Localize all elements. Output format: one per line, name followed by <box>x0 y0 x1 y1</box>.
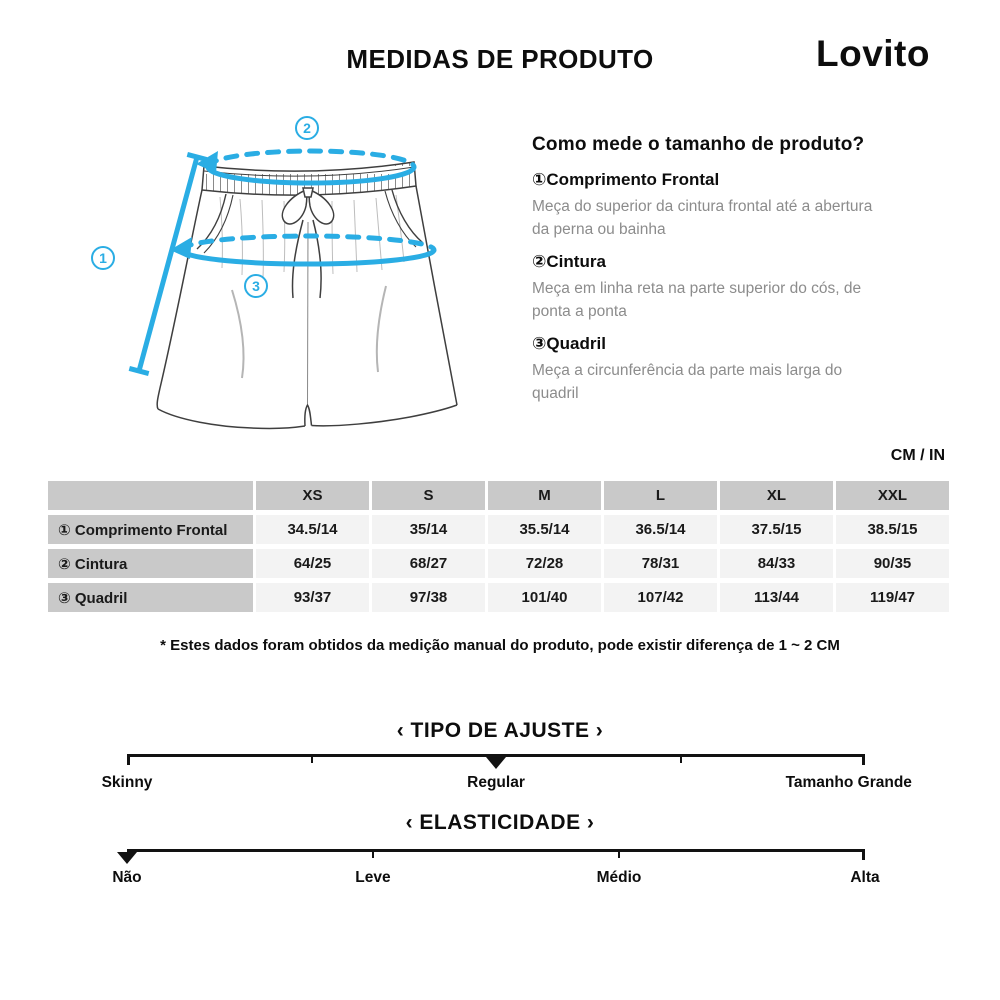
desc-line: Meça a circunferência da parte mais larga do <box>532 362 843 379</box>
front-length-measure <box>129 154 206 373</box>
scale-end-tick <box>862 849 865 860</box>
svg-text:3: 3 <box>252 278 260 294</box>
guide-item-label: Quadril <box>546 334 606 353</box>
guide-item-desc <box>532 277 962 323</box>
desc-line: ponta a ponta <box>532 303 627 320</box>
scale-mid-tick <box>618 849 620 858</box>
size-table <box>45 476 952 617</box>
table-cell: 34.5/14 <box>256 515 369 544</box>
circled-number: ③ <box>532 334 547 353</box>
measurement-footnote: * Estes dados foram obtidos da medição manual do produto, pode existir diferença de 1 ~ 2 CM <box>160 637 840 654</box>
size-col-header: XS <box>256 481 369 510</box>
scale-label: Alta <box>850 869 880 886</box>
scale-label: Tamanho Grande <box>785 774 912 791</box>
scale-mid-tick <box>372 849 374 858</box>
svg-text:1: 1 <box>99 250 107 266</box>
table-cell: 72/28 <box>488 549 601 578</box>
table-cell: 37.5/15 <box>720 515 833 544</box>
leg-creases <box>232 286 386 378</box>
scale-mid-tick <box>311 754 313 763</box>
scale-label: Leve <box>355 869 391 886</box>
size-col-header: XL <box>720 481 833 510</box>
table-row <box>48 549 949 578</box>
guide-heading: Como mede o tamanho de produto? <box>532 134 865 155</box>
page-title: MEDIDAS DE PRODUTO <box>346 44 654 74</box>
guide-item-label: Comprimento Frontal <box>546 170 720 189</box>
callout-2 <box>296 117 318 139</box>
row-label: ① Comprimento Frontal <box>48 515 253 544</box>
size-col-header: L <box>604 481 717 510</box>
scale-label: Skinny <box>101 774 153 791</box>
scale-label: Regular <box>467 774 525 791</box>
desc-line: Meça em linha reta na parte superior do cós, de <box>532 280 862 297</box>
table-cell: 68/27 <box>372 549 485 578</box>
table-cell: 90/35 <box>836 549 949 578</box>
elasticity-marker <box>117 852 137 864</box>
table-cell: 107/42 <box>604 583 717 612</box>
table-cell: 101/40 <box>488 583 601 612</box>
table-cell: 84/33 <box>720 549 833 578</box>
guide-item-label: Cintura <box>546 252 606 271</box>
desc-line: quadril <box>532 385 579 402</box>
size-col-header: XXL <box>836 481 949 510</box>
guide-item-title-waist <box>532 252 962 272</box>
size-col-header: M <box>488 481 601 510</box>
guide-item-title-front-length <box>532 170 962 190</box>
scale-label: Não <box>112 869 142 886</box>
callout-3 <box>245 275 267 297</box>
guide-item-title-hip <box>532 334 962 354</box>
scale-label: Médio <box>596 869 642 886</box>
table-cell: 119/47 <box>836 583 949 612</box>
table-cell: 78/31 <box>604 549 717 578</box>
brand-logo: Lovito <box>816 33 930 74</box>
center-seam <box>308 222 309 404</box>
table-header-row <box>48 481 949 510</box>
circled-number: ② <box>532 252 547 271</box>
table-cell: 35/14 <box>372 515 485 544</box>
fit-type-scale <box>101 754 912 796</box>
size-col-header: S <box>372 481 485 510</box>
elasticity-scale <box>112 849 880 891</box>
table-cell: 36.5/14 <box>604 515 717 544</box>
row-label: ② Cintura <box>48 549 253 578</box>
circled-number: ① <box>532 170 547 189</box>
desc-line: Meça do superior da cintura frontal até a abertura <box>532 198 873 215</box>
desc-line: da perna ou bainha <box>532 221 666 238</box>
guide-item-desc <box>532 195 962 241</box>
scale-mid-tick <box>680 754 682 763</box>
table-cell: 38.5/15 <box>836 515 949 544</box>
table-row <box>48 515 949 544</box>
scale-end-tick <box>127 754 130 765</box>
header-corner-cell <box>48 481 253 510</box>
table-row <box>48 583 949 612</box>
measure-guide <box>532 134 962 405</box>
row-label: ③ Quadril <box>48 583 253 612</box>
callout-1 <box>92 247 114 269</box>
scale-line <box>127 849 865 852</box>
table-cell: 97/38 <box>372 583 485 612</box>
table-cell: 35.5/14 <box>488 515 601 544</box>
shorts-measurement-diagram <box>70 100 510 445</box>
guide-item-desc <box>532 359 962 405</box>
fit-type-heading: ‹ TIPO DE AJUSTE › <box>396 719 604 742</box>
table-cell: 113/44 <box>720 583 833 612</box>
elasticity-heading: ‹ ELASTICIDADE › <box>405 811 595 834</box>
svg-text:2: 2 <box>303 120 311 136</box>
scale-end-tick <box>862 754 865 765</box>
unit-label: CM / IN <box>890 447 945 464</box>
fit-marker <box>486 757 506 769</box>
table-cell: 64/25 <box>256 549 369 578</box>
table-cell: 93/37 <box>256 583 369 612</box>
